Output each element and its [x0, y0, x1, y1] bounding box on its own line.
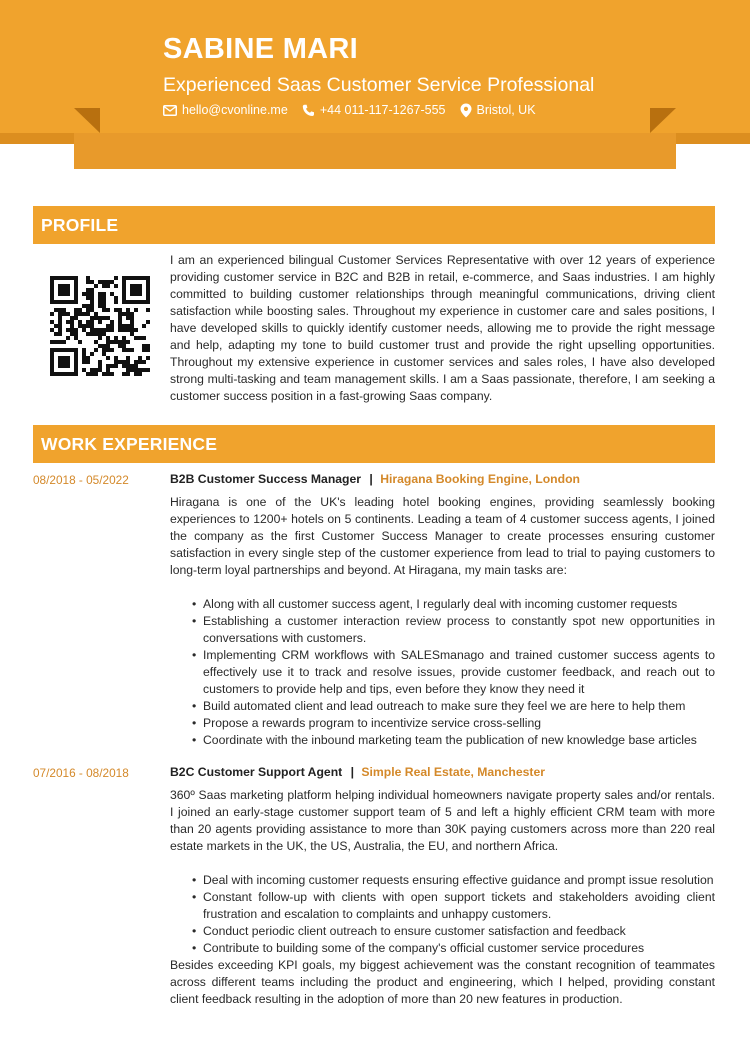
ribbon-band: [74, 133, 676, 169]
list-item: • Build automated client and lead outreach to make sure they feel we are here to help them: [192, 698, 715, 715]
profile-heading: PROFILE: [41, 215, 119, 235]
list-item: • Implementing CRM workflows with SALESmanago and trained customer success agents to effectively use it to track and resolve issues, provide customer feedback, and reach out to customers to provide help and tips, even before they know they need it: [192, 647, 715, 698]
contact-line: [163, 102, 550, 118]
contact-phone[interactable]: [302, 102, 446, 118]
job-1-description: Hiragana is one of the UK's leading hotel booking engines, providing seamlessly booking experiences to 1200+ hotels on 5 continents. Leading a team of 4 customer success agents, I joined the company as the first Customer Success Manager to create processes ensuring customer satisfaction in every single step of the customer experience from lead to trial to paying customers to long-term loyal partnerships and beyond. At Hiragana, my main tasks are:: [170, 495, 715, 577]
list-item: • Constant follow-up with clients with open support tickets and stakeholders avoiding client frustration and escalation to complaints and unhappy customers.: [192, 889, 715, 923]
envelope-icon: [163, 105, 177, 116]
job-1-bullets: [192, 596, 715, 749]
experience-heading: WORK EXPERIENCE: [41, 434, 218, 454]
job-2-dates: 07/2016 - 08/2018: [33, 766, 129, 780]
list-item: • Coordinate with the inbound marketing team the publication of new knowledge base articles: [192, 732, 715, 749]
contact-location: [460, 102, 536, 118]
job-2-description: 360º Saas marketing platform helping individual homeowners navigate property sales and/or rentals. I joined an early-stage customer support team of 5 and left a highly efficient CRM team with more than 20 agents providing assistance to more than 30K paying customers across more than 220 real estate markets in the UK, the US, Australia, the EU, and northern Africa.: [170, 788, 715, 853]
list-item: • Conduct periodic client outreach to ensure customer satisfaction and feedback: [192, 923, 715, 940]
list-item: • Propose a rewards program to incentivize service cross-selling: [192, 715, 715, 732]
job-1-dates: 08/2018 - 05/2022: [33, 473, 129, 487]
list-item: • Deal with incoming customer requests ensuring effective guidance and prompt issue resolution: [192, 872, 715, 889]
location-pin-icon: [460, 103, 472, 118]
resume-header: [0, 0, 750, 170]
location-text: Bristol, UK: [476, 103, 536, 117]
job-1-heading: [170, 472, 580, 486]
job-2-heading: [170, 765, 545, 779]
job-1-body: [170, 494, 715, 749]
job-1-role: B2B Customer Success Manager: [170, 472, 362, 486]
ribbon-fold-left: [74, 108, 100, 133]
job-2-separator: |: [350, 765, 355, 779]
job-2-closing: Besides exceeding KPI goals, my biggest achievement was the constant recognition of teammates across different teams including the product and engineering, which I helped, providing constant client feedback resulting in the adoption of more than 20 new features in production.: [170, 958, 715, 1006]
contact-email[interactable]: [163, 102, 288, 118]
profile-text: I am an experienced bilingual Customer Services Representative with over 12 years of experience providing customer service in B2C and B2B in retail, e-commerce, and Saas industries. I am highly committed to building customer relationships through meaningful communications, driving client satisfaction while boosting sales. Throughout my experience in customer care and sales positions, I have developed skills to quickly identify customer needs, allowing me to provide the right message and help, adapting my tone to build customer trust and provide the right upselling opportunities. Throughout my extensive experience in customer services and sales roles, I have also developed strong multi-tasking and team management skills. I am a Saas passionate, therefore, I am seeking a customer success position in a fast-growing Saas company.: [170, 253, 715, 403]
job-2-role: B2C Customer Support Agent: [170, 765, 343, 779]
job-1-separator: |: [369, 472, 373, 486]
job-2-company: Simple Real Estate, Manchester: [361, 765, 545, 779]
candidate-title: Experienced Saas Customer Service Professional: [163, 74, 595, 96]
job-1-company: Hiragana Booking Engine, London: [380, 472, 580, 486]
list-item: • Contribute to building some of the company's official customer service procedures: [192, 940, 715, 957]
experience-heading-bar: [33, 425, 715, 463]
profile-heading-bar: [33, 206, 715, 244]
list-item: • Establishing a customer interaction review process to constantly spot new opportunities in conversations with customers.: [192, 613, 715, 647]
list-item: • Along with all customer success agent, I regularly deal with incoming customer requests: [192, 596, 715, 613]
candidate-name: SABINE MARI: [163, 33, 359, 65]
phone-text: +44 011-117-1267-555: [319, 103, 446, 117]
ribbon-fold-right: [650, 108, 676, 133]
job-2-body: [170, 787, 715, 1008]
job-2-bullets: [192, 872, 715, 957]
qr-code-icon: [50, 276, 150, 376]
email-text: hello@cvonline.me: [182, 103, 288, 117]
phone-icon: [302, 104, 315, 117]
